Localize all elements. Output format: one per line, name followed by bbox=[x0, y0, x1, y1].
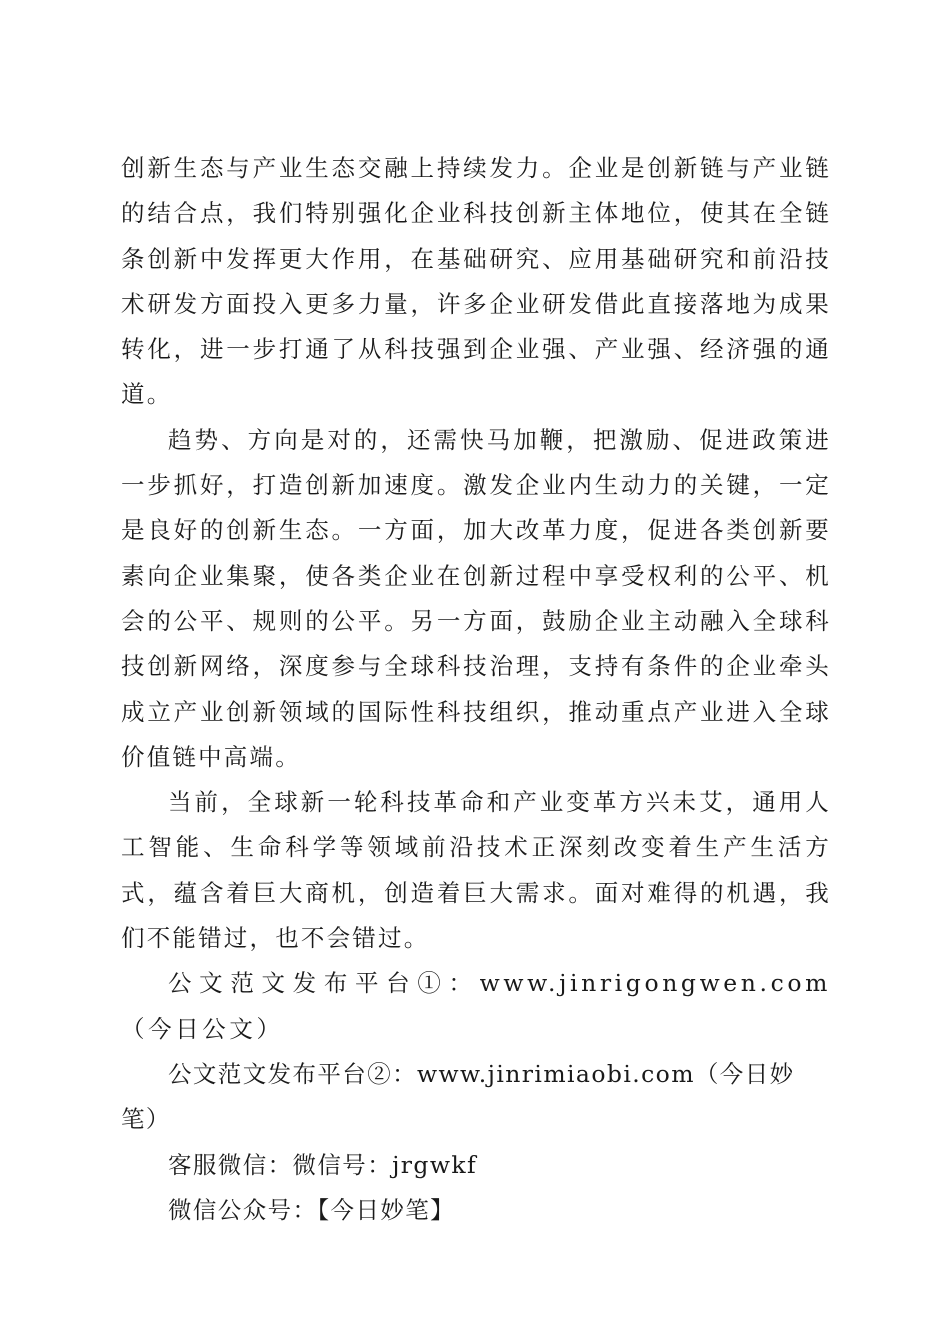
paragraph-3: 当前，全球新一轮科技革命和产业变革方兴未艾，通用人工智能、生命科学等领域前沿技术正深刻改变着生产生活方式，蕴含着巨大商机，创造着巨大需求。面对难得的机遇，我们不能错过，也不会错过。 bbox=[121, 788, 831, 953]
footer-platform-2: 公文范文发布平台②：www.jinrimiaobi.com（今日妙笔） bbox=[121, 1059, 795, 1134]
footer-official-account: 微信公众号：【今日妙笔】 bbox=[168, 1195, 456, 1224]
document-body bbox=[121, 146, 831, 1233]
paragraph-2: 趋势、方向是对的，还需快马加鞭，把激励、促进政策进一步抓好，打造创新加速度。激发企业内生动力的关键，一定是良好的创新生态。一方面，加大改革力度，促进各类创新要素向企业集聚，使各类企业在创新过程中享受权利的公平、机会的公平、规则的公平。另一方面，鼓励企业主动融入全球科技创新网络，深度参与全球科技治理，支持有条件的企业牵头成立产业创新领域的国际性科技组织，推动重点产业进入全球价值链中高端。 bbox=[121, 425, 831, 771]
footer-service-wechat: 客服微信：微信号：jrgwkf bbox=[168, 1150, 478, 1179]
paragraph-1: 创新生态与产业生态交融上持续发力。企业是创新链与产业链的结合点，我们特别强化企业科技创新主体地位，使其在全链条创新中发挥更大作用，在基础研究、应用基础研究和前沿技术研发方面投入更多力量，许多企业研发借此直接落地为成果转化，进一步打通了从科技强到企业强、产业强、经济强的通道。 bbox=[121, 154, 831, 409]
footer-platform-1: 公文范文发布平台①：www.jinrigongwen.com（今日公文） bbox=[121, 969, 831, 1043]
